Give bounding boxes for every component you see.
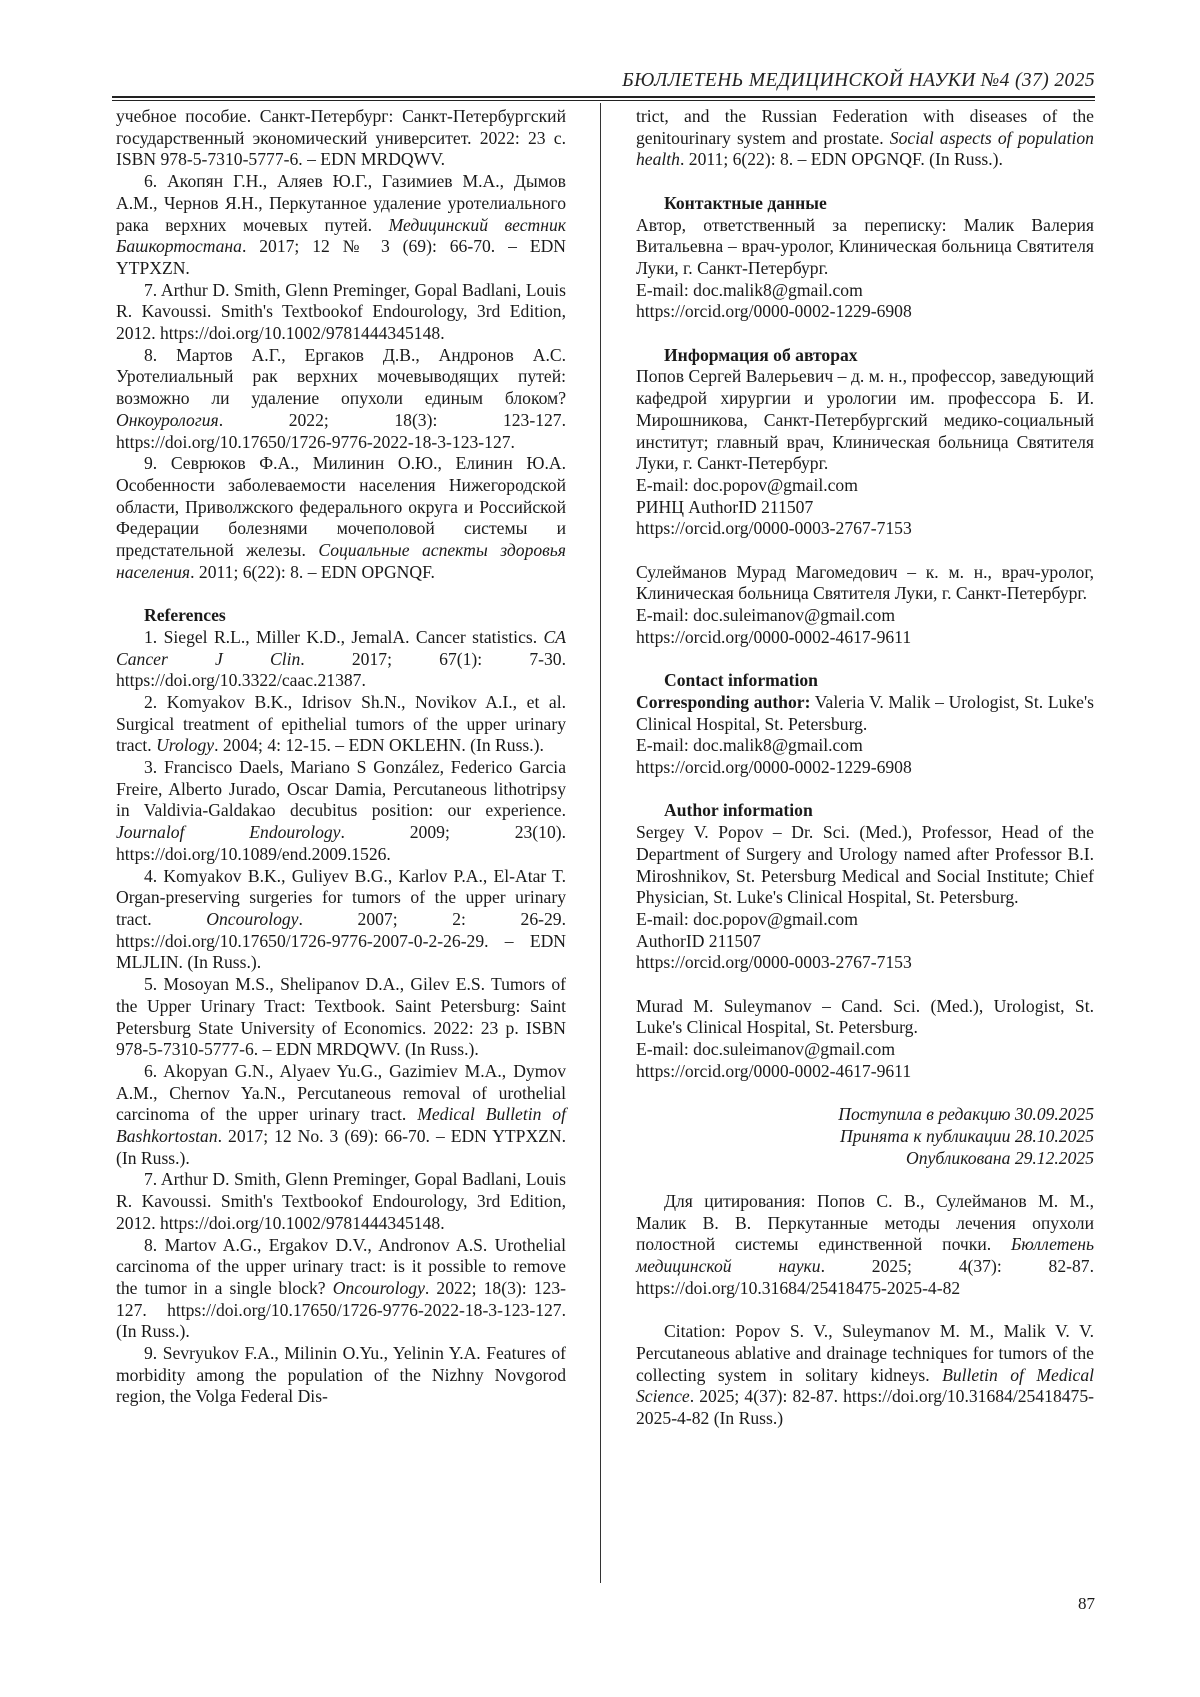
author-en-2-orcid: https://orcid.org/0000-0002-4617-9611 — [636, 1060, 912, 1081]
contacts-ru-orcid: https://orcid.org/0000-0002-1229-6908 — [636, 301, 912, 322]
spacer — [116, 583, 566, 605]
author-en-2-body: Murad M. Suleymanov – Cand. Sci. (Med.), Urologist, St. Luke's Clinical Hospital, St. Petersburg. — [636, 995, 1094, 1038]
author-ru-1-rinc: РИНЦ AuthorID 211507 — [636, 496, 814, 517]
en-ref-2: 2. Komyakov B.K., Idrisov Sh.N., Novikov A.I., et al. Surgical treatment of epithelial tumors of the upper urinary tract. Urology. 2004; 4: 12-15. – EDN OKLEHN. (In Russ.). — [116, 691, 566, 756]
spacer — [636, 540, 1094, 562]
authors-en-heading: Author information — [664, 800, 813, 821]
spacer — [636, 1169, 1094, 1191]
journal-title: БЮЛЛЕТЕНЬ МЕДИЦИНСКОЙ НАУКИ №4 (37) 2025 — [622, 70, 1095, 91]
citation-ru: Для цитирования: Попов С. В., Сулейманов М. М., Малик В. В. Перкутанные методы лечения опухоли полостной системы единственной почки. Бюллетень медицинской науки. 2025; 4(37): 82-87. https://doi.org/10.31684/25418475-2025-4-82 — [636, 1191, 1094, 1298]
author-en-1-orcid: https://orcid.org/0000-0003-2767-7153 — [636, 952, 912, 973]
author-ru-1-email: E-mail: doc.popov@gmail.com — [636, 474, 858, 495]
date-received: Поступила в редакцию 30.09.2025 — [838, 1104, 1094, 1125]
author-en-1-email: E-mail: doc.popov@gmail.com — [636, 908, 858, 929]
ru-ref-9: 9. Севрюков Ф.А., Милинин О.Ю., Елинин Ю.А. Особенности заболеваемости населения Нижегородской области, Приволжского федерального округа и Российской Федерации болезнями мочеполовой системы и предстательной железы. Социальные аспекты здоровья населения. 2011; 6(22): 8. – EDN OPGNQF. — [116, 453, 566, 582]
en-ref-5: 5. Mosoyan M.S., Shelipanov D.A., Gilev E.S. Tumors of the Upper Urinary Tract: Textbook. Saint Petersburg: Saint Petersburg State University of Economics. 2022: 23 p. ISBN 978-5-7310-5777-6. – EDN MRDQWV. (In Russ.). — [116, 974, 566, 1060]
spacer — [636, 974, 1094, 996]
date-published: Опубликована 29.12.2025 — [906, 1147, 1094, 1168]
header-rule-thick — [112, 96, 1095, 98]
references-heading: References — [144, 605, 226, 626]
contacts-en-heading: Contact information — [664, 670, 818, 691]
contacts-ru-email: E-mail: doc.malik8@gmail.com — [636, 279, 863, 300]
contacts-en-email: E-mail: doc.malik8@gmail.com — [636, 735, 863, 756]
en-ref-9-start: 9. Sevryukov F.A., Milinin O.Yu., Yelinin Y.A. Features of morbidity among the population of the Nizhny Novgorod region, the Volga Federal Dis- — [116, 1343, 566, 1407]
author-en-1-id: AuthorID 211507 — [636, 930, 761, 951]
citation-en: Citation: Popov S. V., Suleymanov M. M., Malik V. V. Percutaneous ablative and drainage techniques for tumors of the collecting system in solitary kidneys. Bulletin of Medical Science. 2025; 4(37): 82-87. https://doi.org/10.31684/25418475-2025-4-82 (In Russ.) — [636, 1321, 1095, 1429]
en-ref-8: 8. Martov A.G., Ergakov D.V., Andronov A.S. Urothelial carcinoma of the upper urinary tract: is it possible to remove the tumor in a single block? Oncourology. 2022; 18(3): 123-127. https://doi.org/10.17650/1726-9776-2022-18-3-123-127. (In Russ.). — [116, 1234, 566, 1342]
spacer — [636, 779, 1094, 801]
authors-ru-heading: Информация об авторах — [664, 344, 858, 365]
en-ref-6: 6. Akopyan G.N., Alyaev Yu.G., Gazimiev M.A., Dymov A.M., Chernov Ya.N., Percutaneous removal of urothelial carcinoma of the upper urinary tract. Medical Bulletin of Bashkortostan. 2017; 12 No. 3 (69): 66-70. – EDN YTPXZN. (In Russ.). — [116, 1060, 566, 1168]
author-ru-1-body: Попов Сергей Валерьевич – д. м. н., профессор, заведующий кафедрой хирургии и урологии им. профессора Б. И. Мирошникова, Санкт-Петербургский медико-социальный институт; главный врач, Клиническая больница Святителя Луки, г. Санкт-Петербург. — [636, 366, 1094, 474]
contacts-ru-heading: Контактные данные — [664, 192, 827, 213]
author-en-1-body: Sergey V. Popov – Dr. Sci. (Med.), Professor, Head of the Department of Surgery and Urology named after Professor B.I. Miroshnikov, St. Petersburg Medical and Social Institute; Chief Physician, St. Luke's Clinical Hospital, St. Petersburg. — [636, 822, 1094, 908]
running-header — [112, 70, 1095, 100]
ru-ref-8: 8. Мартов А.Г., Ергаков Д.В., Андронов А.С. Уротелиальный рак верхних мочевыводящих путей: возможно ли удаление опухоли единым блоком? Онкоурология. 2022; 18(3): 123-127. https://doi.org/10.17650/1726-9776-2022-18-3-123-127. — [116, 344, 566, 452]
ru-ref-6: 6. Акопян Г.Н., Аляев Ю.Г., Газимиев М.А., Дымов А.М., Чернов Я.Н., Перкутанное удаление уротелиального рака верхних мочевых путей. Медицинский вестник Башкортостана. 2017; 12 № 3 (69): 66-70. – EDN YTPXZN. — [116, 171, 567, 278]
spacer — [636, 1300, 1094, 1322]
author-en-2-email: E-mail: doc.suleimanov@gmail.com — [636, 1039, 896, 1060]
page-number: 87 — [1078, 1594, 1095, 1613]
column-divider — [600, 103, 601, 1583]
en-ref-3: 3. Francisco Daels, Mariano S González, Federico Garcia Freire, Alberto Jurado, Oscar Damia, Percutaneous lithotripsy in Valdivia-Galdakao decubitus position: our experience. Journalof Endourology. 2009; 23(10). https://doi.org/10.1089/end.2009.1526. — [116, 757, 567, 864]
ru-ref-7: 7. Arthur D. Smith, Glenn Preminger, Gopal Badlani, Louis R. Kavoussi. Smith's Textbookof Endourology, 3rd Edition, 2012. https://doi.org/10.1002/9781444345148. — [116, 279, 566, 344]
en-ref-4: 4. Komyakov B.K., Guliyev B.G., Karlov P.A., El-Atar T. Organ-preserving surgeries for tumors of the upper urinary tract. Oncourology. 2007; 2: 26-29. https://doi.org/10.17650/1726-9776-2007-0-2-26-29. – EDN MLJLIN. (In Russ.). — [116, 865, 566, 973]
header-rule-thin — [112, 100, 1095, 101]
contacts-en-body: Corresponding author: Valeria V. Malik – Urologist, St. Luke's Clinical Hospital, St. Petersburg. — [636, 691, 1094, 734]
en-ref-7: 7. Arthur D. Smith, Glenn Preminger, Gopal Badlani, Louis R. Kavoussi. Smith's Textbookof Endourology, 3rd Edition, 2012. https://doi.org/10.1002/9781444345148. — [116, 1169, 566, 1233]
en-ref-1: 1. Siegel R.L., Miller K.D., JemalA. Cancer statistics. CA Cancer J Clin. 2017; 67(1): 7-30. https://doi.org/10.3322/caac.21387. — [116, 626, 566, 691]
author-ru-1-orcid: https://orcid.org/0000-0003-2767-7153 — [636, 518, 912, 539]
author-ru-2-body: Сулейманов Мурад Магомедович – к. м. н., врач-уролог, Клиническая больница Святителя Луки, г. Санкт-Петербург. — [636, 561, 1094, 604]
spacer — [636, 649, 1094, 671]
en-ref-9-tail: trict, and the Russian Federation with diseases of the genitourinary system and prostate. Social aspects of population health. 2011; 6(22): 8. – EDN OPGNQF. (In Russ.). — [636, 106, 1094, 170]
spacer — [636, 323, 1094, 345]
contacts-ru-body: Автор, ответственный за переписку: Малик Валерия Витальевна – врач-уролог, Клиническая больница Святителя Луки, г. Санкт-Петербург. — [636, 214, 1094, 278]
spacer — [636, 1083, 1094, 1105]
author-ru-2-email: E-mail: doc.suleimanov@gmail.com — [636, 605, 896, 626]
ru-ref-5-tail: учебное пособие. Санкт-Петербург: Санкт-Петербургский государственный экономический университет. 2022: 23 с. ISBN 978-5-7310-5777-6. – EDN MRDQWV. — [116, 106, 566, 170]
left-column — [116, 106, 566, 1408]
spacer — [636, 171, 1094, 193]
author-ru-2-orcid: https://orcid.org/0000-0002-4617-9611 — [636, 626, 912, 647]
contacts-en-orcid: https://orcid.org/0000-0002-1229-6908 — [636, 757, 912, 778]
right-column — [636, 106, 1094, 1430]
date-accepted: Принята к публикации 28.10.2025 — [840, 1125, 1094, 1146]
